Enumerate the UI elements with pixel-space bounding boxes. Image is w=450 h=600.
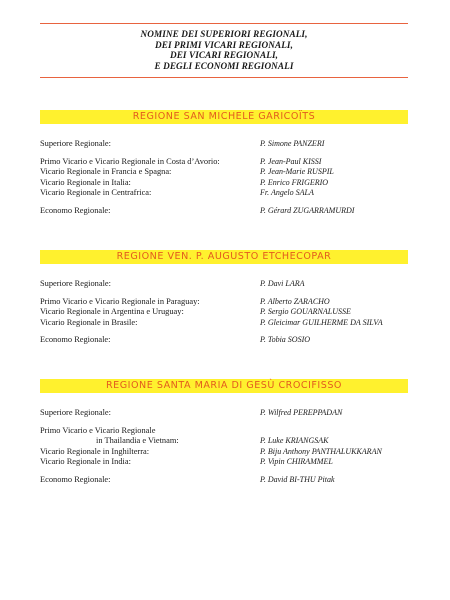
person-name: P. Simone PANZERI (260, 139, 325, 148)
region-banner: REGIONE SAN MICHELE GARICOÏTS (40, 110, 408, 124)
vicar-row (40, 188, 408, 199)
vicar-row (40, 307, 408, 318)
economo-row (40, 335, 408, 346)
superior-row (40, 279, 408, 290)
role-label: Primo Vicario e Vicario Regionale in Costa d’Avorio: (40, 156, 220, 166)
role-label: Vicario Regionale in India: (40, 457, 131, 467)
heading-line: E DEGLI ECONOMI REGIONALI (154, 60, 294, 71)
vicar-row (40, 457, 408, 468)
vicar-row (40, 167, 408, 178)
vicar-row (40, 157, 408, 168)
region-ven-p-augusto-etchecopar (40, 250, 408, 346)
role-label: Economo Regionale: (40, 205, 111, 215)
person-name: Fr. Angelo SALA (260, 188, 314, 198)
vicar-row (40, 178, 408, 189)
region-santa-maria-di-gesu-crocifisso (40, 379, 408, 486)
person-name: P. Alberto ZARACHO (260, 296, 330, 306)
vicar-row (40, 297, 408, 308)
person-name: P. Gleicimar GUILHERME DA SILVA (260, 317, 383, 327)
vicar-row (40, 436, 408, 447)
person-name: P. Davi LARA (260, 279, 305, 288)
person-name: P. Sergio GOUARNALUSSE (260, 307, 351, 317)
role-label: Vicario Regionale in Italia: (40, 177, 131, 187)
person-name: P. Luke KRIANGSAK (260, 436, 329, 446)
role-label: Superiore Regionale: (40, 139, 111, 148)
role-label: in Thailandia e Vietnam: (96, 436, 179, 446)
role-label: Economo Regionale: (40, 474, 111, 484)
person-name: P. Gérard ZUGARRAMURDI (260, 205, 355, 215)
person-name: P. Biju Anthony PANTHALUKKARAN (260, 446, 382, 456)
person-name: P. Jean-Paul KISSI (260, 156, 322, 166)
top-rule (40, 23, 408, 24)
person-name: P. Vipin CHIRAMMEL (260, 457, 333, 467)
economo-row (40, 206, 408, 217)
heading-bottom-rule (40, 77, 408, 78)
person-name: P. David BI-THU Pitak (260, 474, 335, 484)
superior-row (40, 408, 408, 419)
document-heading (40, 29, 408, 71)
role-label: Primo Vicario e Vicario Regionale (40, 425, 156, 435)
person-name: P. Wilfred PEREPPADAN (260, 408, 343, 417)
superior-row (40, 139, 408, 150)
region-banner: REGIONE VEN. P. AUGUSTO ETCHECOPAR (40, 250, 408, 264)
region-banner: REGIONE SANTA MARIA DI GESÙ CROCIFISSO (40, 379, 408, 393)
role-label: Superiore Regionale: (40, 279, 111, 288)
vicar-row (40, 426, 408, 437)
role-label: Superiore Regionale: (40, 408, 111, 417)
heading-line: NOMINE DEI SUPERIORI REGIONALI, (140, 29, 308, 39)
role-label: Vicario Regionale in Centrafrica: (40, 188, 152, 198)
person-name: P. Enrico FRIGERIO (260, 177, 329, 187)
heading-line: DEI PRIMI VICARI REGIONALI, (154, 39, 293, 50)
region-san-michele-garicoits (40, 110, 408, 217)
role-label: Primo Vicario e Vicario Regionale in Paraguay: (40, 296, 200, 306)
role-label: Economo Regionale: (40, 335, 111, 345)
person-name: P. Jean-Marie RUSPIL (260, 167, 334, 177)
role-label: Vicario Regionale in Argentina e Uruguay: (40, 307, 184, 317)
economo-row (40, 475, 408, 486)
vicar-row (40, 447, 408, 458)
person-name: P. Tobia SOSIO (260, 335, 311, 345)
vicar-row (40, 318, 408, 329)
heading-line: DEI VICARI REGIONALI, (169, 50, 279, 61)
role-label: Vicario Regionale in Brasile: (40, 317, 138, 327)
role-label: Vicario Regionale in Francia e Spagna: (40, 167, 172, 177)
role-label: Vicario Regionale in Inghilterra: (40, 446, 150, 456)
